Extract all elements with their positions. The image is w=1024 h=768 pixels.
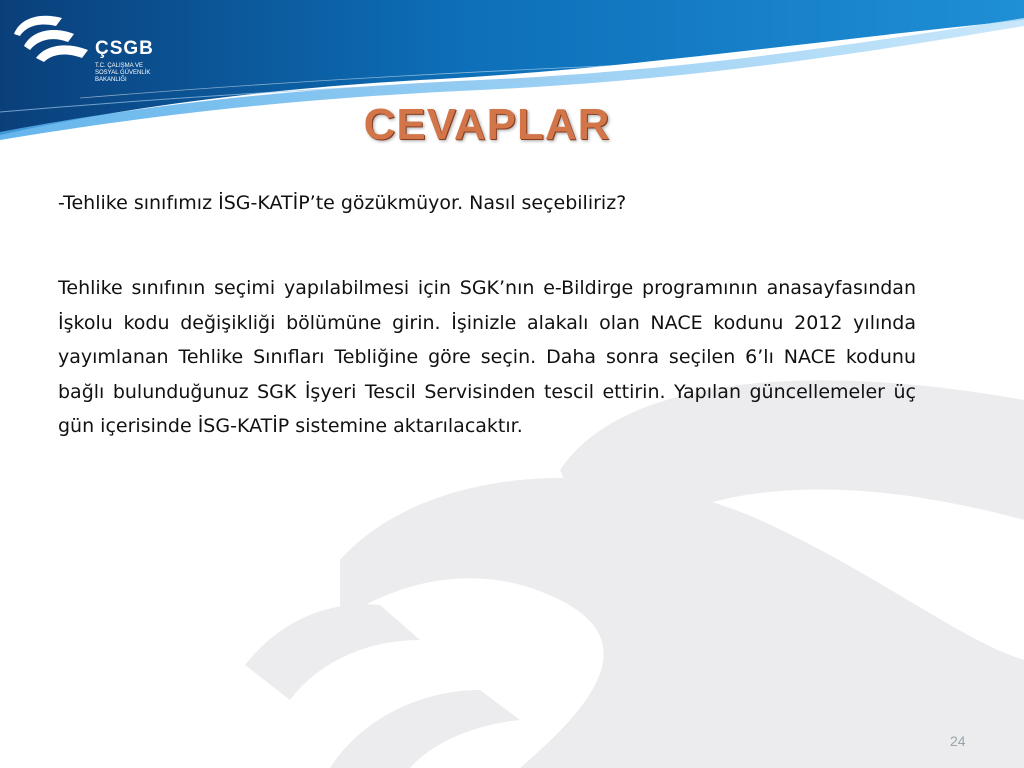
logo-subtitle-line: T.C. ÇALIŞMA VE xyxy=(95,63,144,69)
answer-paragraph: Tehlike sınıfının seçimi yapılabilmesi için SGK’nın e-Bildirge programının anasayfasından İşkolu kodu değişikliği bölümüne girin. İşinizle alakalı olan NACE kodunu 2012 yılında yayımlanan Tehlike Sınıfları Tebliğine göre seçin. Daha sonra seçilen 6’lı NACE kodunu bağlı bulunduğunuz SGK İşyeri Tescil Servisinden tescil ettirin. Yapılan güncellemeler üç gün içerisinde İSG-KATİP sistemine aktarılacaktır. xyxy=(58,277,916,437)
slide-title: CEVAPLAR xyxy=(363,100,611,149)
question-text: -Tehlike sınıfımız İSG-KATİP’te gözükmüyor. Nasıl seçebiliriz? xyxy=(58,192,627,214)
logo-name: ÇSGB xyxy=(95,38,154,59)
logo-subtitle-line: SOSYAL GÜVENLİK xyxy=(95,70,151,76)
page-number: 24 xyxy=(950,733,966,749)
logo-subtitle-line: BAKANLIĞI xyxy=(95,77,127,83)
logo-subtitle xyxy=(95,63,175,84)
csgb-logo-icon xyxy=(10,12,92,64)
